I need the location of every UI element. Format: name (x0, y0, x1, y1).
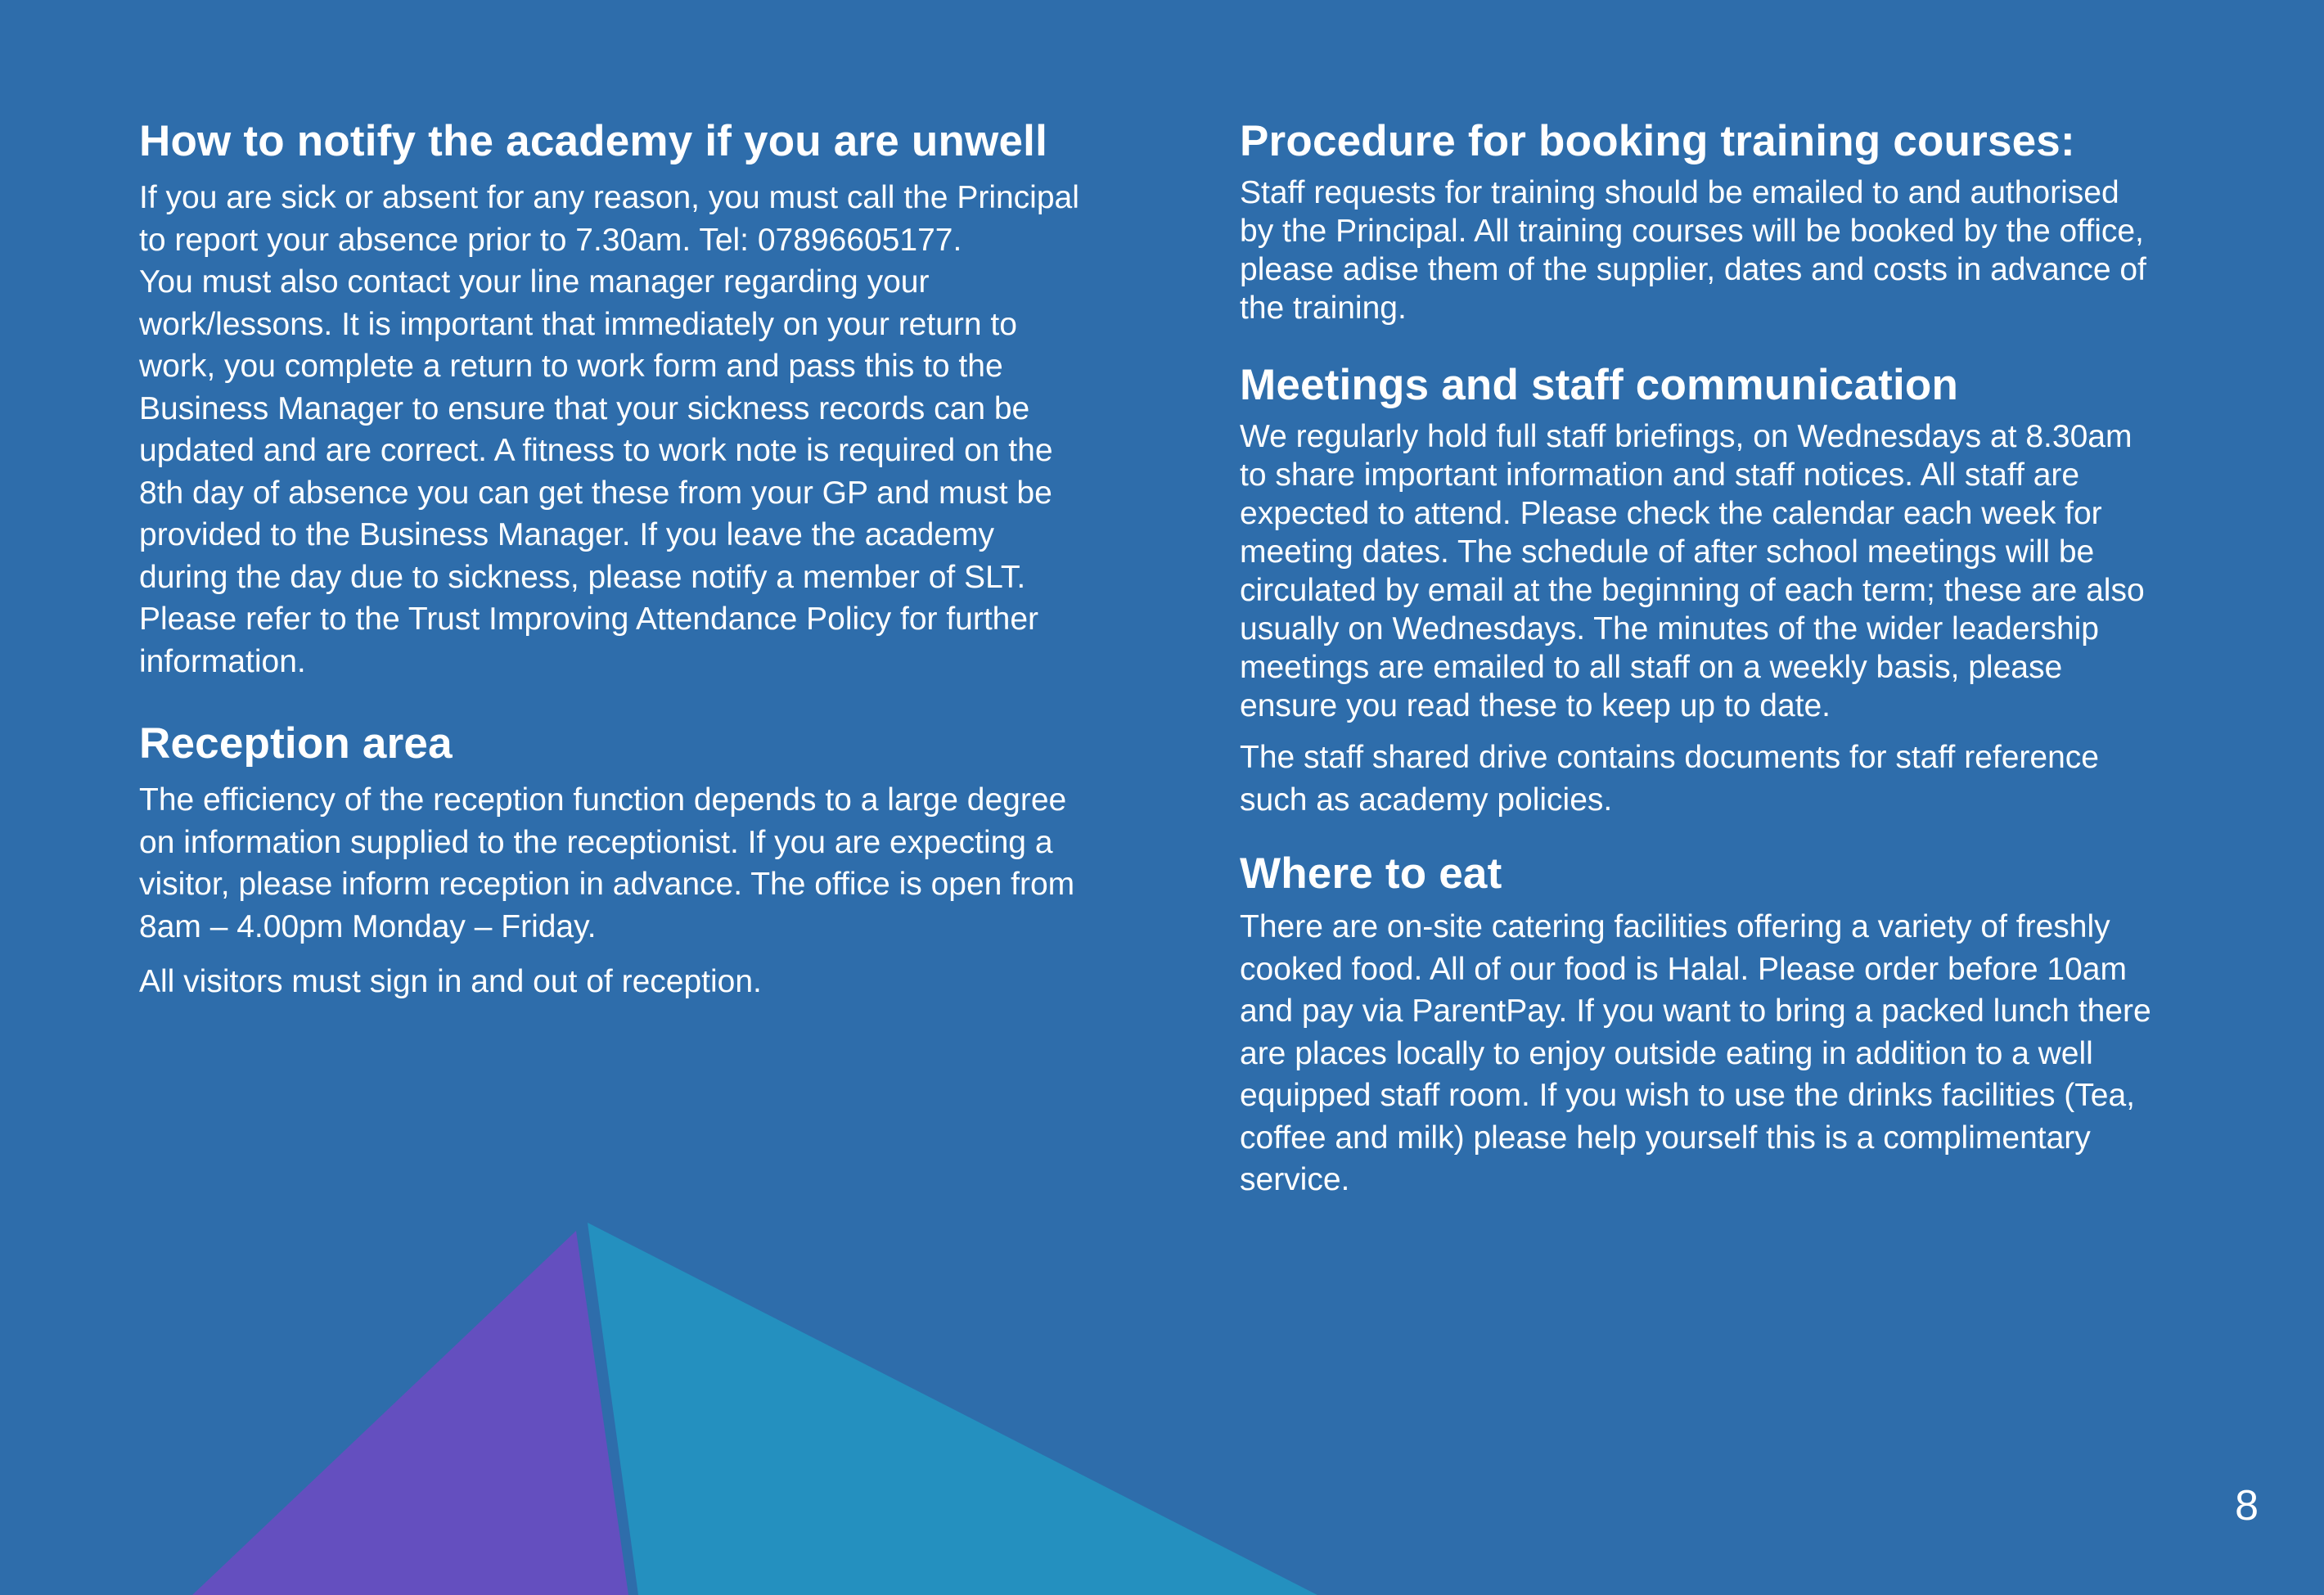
meetings-body: We regularly hold full staff briefings, on Wednesdays at 8.30am to share important information and staff notices. All staff are expected to attend. Please check the calendar each week for meeting dates. The schedule of after school meetings will be circulated by email at the beginning of each term; these are also usually on Wednesdays. The minutes of the wider leadership meetings are emailed to all staff on a weekly basis, please ensure you read these to keep up to date. (1240, 419, 2145, 723)
page-number: 8 (2235, 1482, 2259, 1530)
meetings-heading: Meetings and staff communication (1240, 361, 1959, 409)
eat-body: There are on-site catering facilities offering a variety of freshly cooked food. All of our food is Halal. Please order before 10am and pay via ParentPay. If you want to bring a packed lunch there are places locally to enjoy outside eating in addition to a well equipped staff room. If you wish to use the drinks facilities (Tea, coffee and milk) please help yourself this is a complimentary service. (1240, 909, 2151, 1197)
reception-heading: Reception area (139, 719, 453, 768)
right-column (1240, 110, 2218, 1201)
unwell-section (139, 110, 1142, 683)
left-column (139, 110, 1142, 1003)
reception-body-visitors: All visitors must sign in and out of reception. (139, 964, 762, 999)
reception-section (139, 712, 1142, 1003)
eat-section (1240, 842, 2218, 1201)
meetings-section (1240, 354, 2218, 821)
training-section (1240, 110, 2218, 327)
meetings-body-shared-drive: The staff shared drive contains documents for staff reference such as academy policies. (1240, 740, 2099, 818)
training-body: Staff requests for training should be emailed to and authorised by the Principal. All training courses will be booked by the office, please adise them of the supplier, dates and costs in advance of the training. (1240, 175, 2146, 326)
training-heading: Procedure for booking training courses: (1240, 117, 2075, 165)
unwell-body: If you are sick or absent for any reason, you must call the Principal to report your absence prior to 7.30am. Tel: 07896605177. You must also contact your line manager regarding your work/lessons. It is important that immediately on your return to work, you complete a return to work form and pass this to the Business Manager to ensure that your sickness records can be updated and are correct. A fitness to work note is required on the 8th day of absence you can get these from your GP and must be provided to the Business Manager. If you leave the academy during the day due to sickness, please notify a member of SLT. Please refer to the Trust Improving Attendance Policy for further information. (139, 180, 1079, 679)
eat-heading: Where to eat (1240, 849, 1502, 898)
reception-body: The efficiency of the reception function depends to a large degree on information supplied to the receptionist. If you are expecting a visitor, please inform reception in advance. The office is open from 8am – 4.00pm Monday – Friday. (139, 782, 1075, 944)
unwell-heading: How to notify the academy if you are unwell (139, 117, 1048, 165)
